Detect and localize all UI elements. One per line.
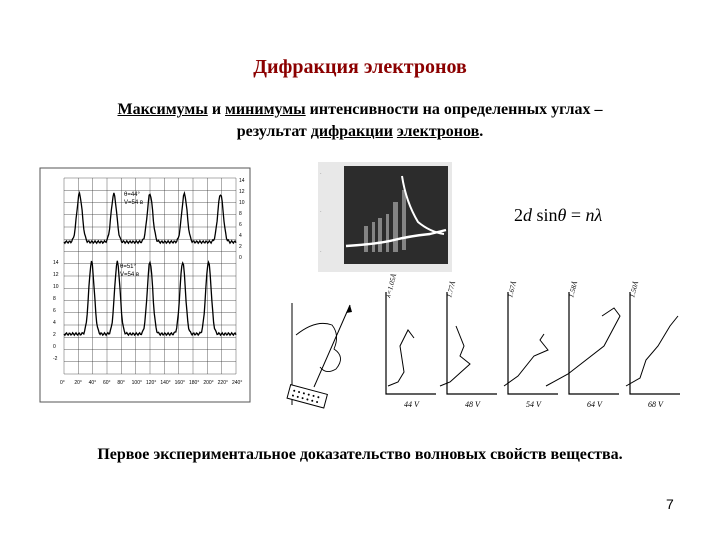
panel-angle-label: λ=1.05Å bbox=[384, 272, 399, 299]
panel-axes bbox=[386, 292, 436, 394]
formula-theta: θ bbox=[557, 205, 567, 225]
panel-axes bbox=[569, 292, 619, 394]
panel-voltage-label: 48 V bbox=[465, 400, 480, 409]
subtitle-part-2: минимумы bbox=[225, 101, 306, 118]
panel-curve bbox=[388, 330, 414, 386]
panel-voltage-label: 68 V bbox=[648, 400, 663, 409]
panel-axes bbox=[630, 292, 680, 394]
panel1-label: θ=44° bbox=[124, 192, 140, 198]
right-tick-label: 6 bbox=[239, 222, 242, 228]
slide-conclusion: Первое экспериментальное доказательство волновых свойств вещества. bbox=[97, 446, 623, 463]
left-tick-label: 14 bbox=[53, 260, 59, 266]
right-tick-label: 14 bbox=[239, 178, 245, 184]
x-tick-label: 100° bbox=[131, 380, 143, 386]
x-tick-label: 120° bbox=[146, 380, 157, 386]
x-tick-label: 200° bbox=[203, 380, 214, 386]
formula-n: n bbox=[585, 205, 595, 225]
svg-text:-: - bbox=[320, 248, 322, 253]
formula-d: d bbox=[523, 205, 532, 225]
diffraction-photo bbox=[318, 162, 452, 272]
slide-title: Дифракция электронов bbox=[253, 56, 467, 78]
slide-subtitle bbox=[60, 99, 660, 143]
left-tick-label: 4 bbox=[53, 320, 56, 326]
left-tick-label: 6 bbox=[53, 308, 56, 314]
panel-curve bbox=[440, 326, 470, 386]
x-tick-label: 0° bbox=[60, 380, 65, 386]
subtitle-part-9: . bbox=[479, 123, 484, 140]
left-tick-label: -2 bbox=[53, 356, 58, 362]
intensity-angle-graph bbox=[40, 168, 250, 402]
panel-voltage-label: 44 V bbox=[404, 400, 419, 409]
panel-curve bbox=[546, 308, 620, 386]
panel2-label: θ=51° bbox=[120, 264, 136, 270]
svg-text:-: - bbox=[320, 170, 322, 175]
subtitle-part-6: дифракции bbox=[310, 123, 393, 140]
left-tick-label: 0 bbox=[53, 344, 56, 350]
formula-coef: 2 bbox=[514, 205, 523, 225]
x-tick-label: 40° bbox=[88, 380, 97, 386]
voltage-panels bbox=[378, 272, 684, 412]
panel-angle-label: 1.67Å bbox=[506, 280, 519, 299]
subtitle-part-8: электронов bbox=[396, 123, 480, 140]
subtitle-part-0: Максимумы bbox=[117, 101, 208, 118]
panel-voltage-label: 54 V bbox=[526, 400, 541, 409]
subtitle-part-3: интенсивности на определенных углах – bbox=[305, 101, 603, 118]
left-tick-label: 10 bbox=[53, 284, 59, 290]
x-tick-label: 80° bbox=[117, 380, 125, 386]
right-tick-label: 10 bbox=[239, 200, 245, 206]
formula-sin: sin bbox=[536, 205, 558, 225]
panel-voltage-label: 64 V bbox=[587, 400, 602, 409]
x-tick-label: 20° bbox=[74, 380, 82, 386]
right-tick-label: 8 bbox=[239, 211, 242, 217]
x-tick-label: 60° bbox=[103, 380, 111, 386]
svg-text:-: - bbox=[320, 208, 322, 213]
x-tick-label: 220° bbox=[217, 380, 229, 386]
x-tick-label: 140° bbox=[160, 380, 171, 386]
panel2-label-2: V=54 в bbox=[120, 272, 140, 278]
panel-curve bbox=[504, 334, 548, 386]
bragg-formula bbox=[514, 205, 602, 226]
left-tick-label: 2 bbox=[53, 332, 56, 338]
formula-eq: = bbox=[566, 205, 586, 225]
panel1-label-2: V=54 в bbox=[124, 200, 144, 206]
x-tick-label: 240° bbox=[232, 380, 243, 386]
left-tick-label: 8 bbox=[53, 296, 56, 302]
setup-sketch bbox=[276, 295, 376, 415]
panel-angle-label: 1.77Å bbox=[445, 280, 458, 299]
right-tick-label: 2 bbox=[239, 244, 242, 250]
subtitle-part-5: результат bbox=[236, 123, 311, 140]
right-tick-label: 0 bbox=[239, 255, 242, 261]
left-tick-label: 12 bbox=[53, 272, 59, 278]
panel-axes bbox=[508, 292, 558, 394]
right-tick-label: 12 bbox=[239, 189, 245, 195]
panel-angle-label: 1.58Å bbox=[567, 280, 580, 299]
panel-curve bbox=[626, 316, 678, 386]
right-tick-label: 4 bbox=[239, 233, 242, 239]
panel-angle-label: 1.50Å bbox=[628, 280, 641, 299]
panel-axes bbox=[447, 292, 497, 394]
page-number: 7 bbox=[666, 496, 674, 512]
formula-lambda: λ bbox=[594, 205, 603, 225]
x-tick-label: 180° bbox=[189, 380, 200, 386]
x-tick-label: 160° bbox=[174, 380, 186, 386]
subtitle-part-1: и bbox=[207, 101, 226, 118]
